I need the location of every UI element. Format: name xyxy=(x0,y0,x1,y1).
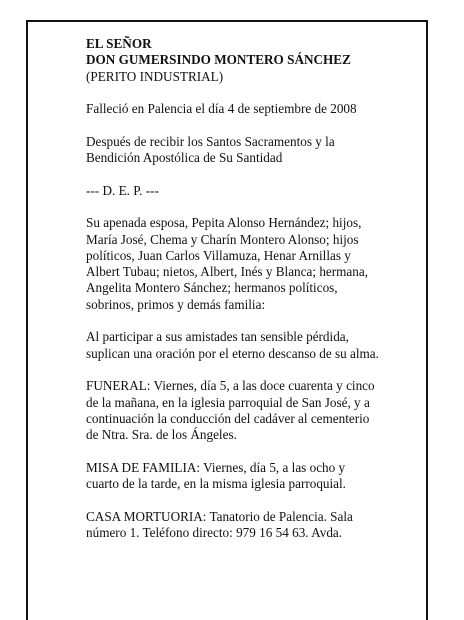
family-line: María José, Chema y Charín Montero Alonso; hijos xyxy=(86,231,359,247)
family-mass-paragraph xyxy=(86,460,396,493)
family-mass-line: MISA DE FAMILIA: Viernes, día 5, a las ocho y xyxy=(86,459,346,475)
mortuary-paragraph xyxy=(86,509,396,542)
prayer-line: Al participar a sus amistades tan sensible pérdida, xyxy=(86,329,349,345)
rip-text: --- D. E. P. --- xyxy=(86,182,159,198)
sacraments-line-2: Bendición Apostólica de Su Santidad xyxy=(86,150,283,166)
prayer-paragraph xyxy=(86,329,396,362)
funeral-line: de la mañana, en la iglesia parroquial de San José, y a xyxy=(86,394,370,410)
family-line: políticos, Juan Carlos Villamuza, Henar Arnillas y xyxy=(86,247,351,263)
heading-title: EL SEÑOR xyxy=(86,36,152,51)
death-line: Falleció en Palencia el día 4 de septiembre de 2008 xyxy=(86,101,357,117)
death-statement xyxy=(86,101,396,117)
deceased-name: DON GUMERSINDO MONTERO SÁNCHEZ xyxy=(86,52,351,68)
funeral-line: de Ntra. Sra. de los Ángeles. xyxy=(86,427,237,443)
mortuary-line: número 1. Teléfono directo: 979 16 54 63. Avda. xyxy=(86,524,343,540)
family-line: sobrinos, primos y demás familia: xyxy=(86,296,266,312)
family-line: Albert Tubau; nietos, Albert, Inés y Blanca; hermana, xyxy=(86,264,369,280)
family-paragraph xyxy=(86,215,396,313)
deceased-heading xyxy=(86,36,396,85)
sacraments-statement xyxy=(86,134,396,167)
obituary-text xyxy=(86,36,396,558)
mortuary-line: CASA MORTUORIA: Tanatorio de Palencia. Sala xyxy=(86,508,353,524)
sacraments-line-1: Después de recibir los Santos Sacramentos y la xyxy=(86,133,335,149)
family-mass-line: cuarto de la tarde, en la misma iglesia parroquial. xyxy=(86,476,346,492)
family-line: Angelita Montero Sánchez; hermanos políticos, xyxy=(86,280,338,296)
rip-line xyxy=(86,183,396,199)
funeral-paragraph xyxy=(86,378,396,443)
family-line: Su apenada esposa, Pepita Alonso Hernández; hijos, xyxy=(86,215,362,231)
deceased-profession: (PERITO INDUSTRIAL) xyxy=(86,68,224,84)
funeral-line: continuación la conducción del cadáver al cementerio xyxy=(86,410,370,426)
prayer-line: suplican una oración por el eterno descanso de su alma. xyxy=(86,345,379,361)
funeral-line: FUNERAL: Viernes, día 5, a las doce cuarenta y cinco xyxy=(86,378,375,394)
